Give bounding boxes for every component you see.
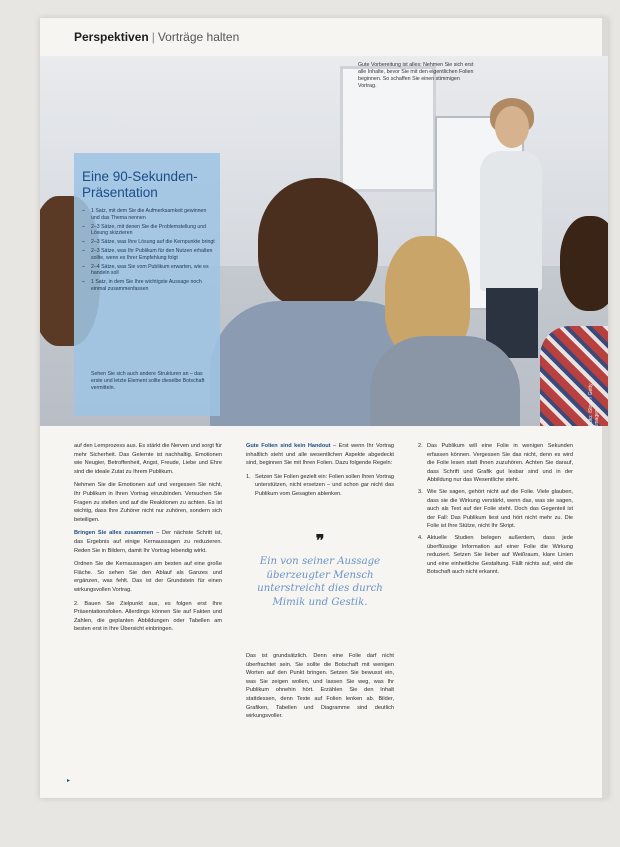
rule-text: Aktuelle Studien belegen außerdem, dass jede überflüssige Information auf einer Folie die Wirkung reduziert. Setzen Sie lieber auf Weißraum, klare Linien und eine einheitliche Gestaltung. Fällt nichts auf, wird die Botschaft auch nicht erkannt. — [427, 534, 573, 576]
info-box-item: – 2–3 Sätze, was Ihre Lösung auf die Kernpunkte bringt — [82, 239, 216, 246]
paragraph: Ordnen Sie die Kernaussagen am besten auf eine große Fläche. So sehen Sie den Ablauf als Ganzes und ergänzen, was fehlt. Das ist der Grundstein für einen wirkungsvollen Vortrag. — [74, 561, 222, 593]
rule-list — [246, 473, 394, 499]
paragraph: Das ist grundsätzlich. Denn eine Folie darf nicht überfrachtet sein. Sie sollte die Botschaft mit wenigen Worten auf den Punkt bringen. Setzen Sie bewusst ein, was Sie zeigen wollen, und lassen Sie weg, was Ihr Publikum ohnehin hört. Erzählen Sie den Inhalt stattdessen, denn Texte auf Folien lenken ab. Bilder, Grafiken, Tabellen und Diagramme sind deutlich wirkungsvoller. — [246, 653, 394, 720]
info-box-item: – 1 Satz, mit dem Sie die Aufmerksamkeit gewinnen und das Thema nennen — [82, 208, 216, 222]
section-subtitle: Vorträge halten — [157, 30, 240, 44]
pull-quote-text: Ein von seiner Aussage überzeugter Mensch unterstreicht dies durch Mimik und Gestik. — [257, 556, 383, 608]
audience-member — [370, 336, 520, 426]
running-header — [74, 30, 239, 44]
paragraph — [246, 442, 394, 468]
paragraph-text: – Erst wenn Ihr Vortrag inhaltlich steht und alle wesentlichen Aspekte abgedeckt sind, beginnen Sie mit Ihren Folien. Dazu folgende Regeln: — [246, 443, 394, 467]
section-name: Perspektiven — [74, 30, 149, 44]
info-box-title: Eine 90-Sekunden-Präsentation — [82, 169, 198, 200]
text-column-3 — [418, 442, 573, 580]
info-box-footer: Sehen Sie sich auch andere Strukturen an – das erste und letzte Element sollte dieselbe Botschaft vermitteln. — [91, 371, 205, 391]
info-box-item: – 2–3 Sätze, mit denen Sie die Problemstellung und Lösung skizzieren — [82, 224, 216, 238]
rule-item — [246, 473, 394, 499]
rule-item — [418, 534, 573, 577]
magazine-page — [40, 18, 608, 798]
header-separator: | — [151, 30, 155, 44]
photo-credit: Foto: iStock / Getty Images — [588, 383, 600, 426]
text-column-1 — [74, 442, 222, 639]
quote-mark-icon: ❞ — [315, 531, 325, 550]
rule-text: Setzen Sie Folien gezielt ein: Folien sollen Ihren Vortrag unterstützen, nicht ersetzen – und schon gar nicht das Publikum vom Gesagten ablenken. — [255, 473, 394, 497]
subheading: Gute Folien sind kein Handout — [246, 443, 331, 449]
text-column-2-lower — [246, 652, 394, 726]
info-box-item: – 2–3 Sätze, was Ihr Publikum für den Nutzen erhalten sollte, wenn es Ihrer Empfehlung folgt — [82, 248, 216, 262]
rule-text: Das Publikum will eine Folie in wenigen Sekunden erfassen können. Vergessen Sie das nicht, denn es wird die Folie lesen statt Ihnen zuzuhören. Achten Sie darauf, dass Schrift und Grafik gut lesbar sind und in der Abbildung nur das Wesentliche steht. — [427, 443, 573, 484]
paragraph: 2. Bauen Sie Zielpunkt aus, es folgen erst Ihre Präsentationsfolien. Allerdings können Sie auf Fakten und Zahlen, die geplanten Abbildungen oder Tabellen am besten erst in Ihre Übersicht einbringen. — [74, 600, 222, 633]
info-box-list — [82, 208, 216, 295]
paragraph: Nehmen Sie die Emotionen auf und vergessen Sie nicht, Ihr Publikum in Ihren Vortrag einzubinden. Versuchen Sie Fragen zu stellen und auf die Reaktionen zu achten. Es ist wichtig, dass Ihre Zuhörer nicht nur zuhören, sondern sich beteiligen. — [74, 482, 222, 523]
rule-item — [418, 488, 573, 531]
paragraph — [74, 529, 222, 555]
rule-number: 4. — [418, 534, 423, 541]
info-box-item: – 1 Satz, in dem Sie Ihre wichtigste Aussage noch einmal zusammenfassen — [82, 279, 216, 293]
end-marker: ▸ — [67, 778, 71, 784]
rule-number: 1. — [246, 473, 251, 480]
rule-item — [418, 442, 573, 485]
rule-text: Wie Sie sagen, gehört nicht auf die Folie. Viele glauben, dass sie die Wirkung verstärkt, wenn das, was sie sagen, auch als Text auf der Folie steht. Doch das Gegenteil ist der Fall: Das Publikum liest und hört nicht mehr zu. Die Folie ist Ihre Stütze, nicht Ihr Skript. — [427, 488, 573, 530]
presenter — [480, 151, 542, 291]
rule-number: 2. — [418, 443, 423, 449]
pull-quote — [246, 533, 394, 609]
paragraph-text: – Der nächste Schritt ist, das Ergebnis auf einige Kernaussagen zu reduzieren. Reden Sie in Bildern, damit Ihr Vortrag lebendig wirkt. — [74, 530, 222, 554]
subheading: Bringen Sie alles zusammen — [74, 530, 154, 537]
text-column-2 — [246, 442, 394, 502]
rule-list — [418, 442, 573, 577]
rule-number: 3. — [418, 488, 423, 495]
photo-caption: Gute Vorbereitung ist alles: Nehmen Sie sich erst alle Inhalte, bevor Sie mit den eigentlichen Folien beginnen. So schaffen Sie einen stimmigen Vortrag. — [358, 62, 474, 89]
info-box-item: – 2–4 Sätze, was Sie vom Publikum erwarten, wie es handeln soll — [82, 264, 216, 278]
info-box — [74, 153, 220, 416]
paragraph: auf den Lernprozess aus. Es stärkt die Nerven und sorgt für mehr Sicherheit. Das Gelernte ist nachhaltig. Emotionen wie Neugier, Betroffenheit, Angst, Freude, Liebe und Ehre sind die ideale Zutat zu Ihrem Publikum. — [74, 443, 223, 475]
